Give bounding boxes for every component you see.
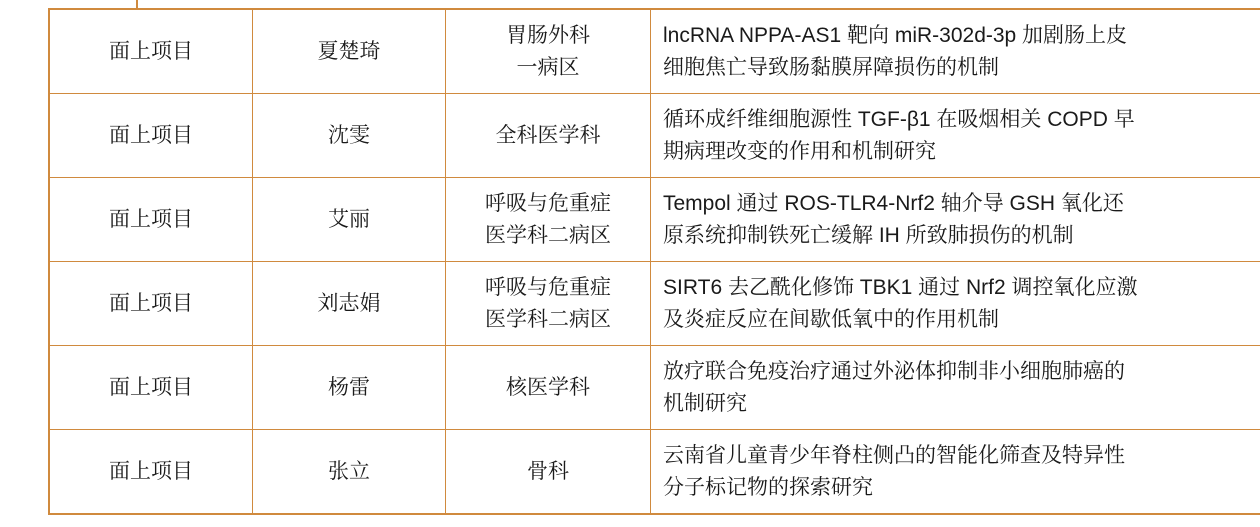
cell-project-type: 面上项目 — [49, 430, 253, 515]
cell-department — [446, 94, 651, 178]
cell-project-title — [651, 9, 1260, 94]
department-line-2: 一病区 — [516, 55, 580, 79]
department-line-1: 呼吸与危重症 — [485, 276, 611, 299]
table-row — [49, 262, 1260, 346]
table-row — [49, 430, 1260, 515]
cell-department — [446, 430, 651, 515]
project-title-line-1: 循环成纤维细胞源性 TGF-β1 在吸烟相关 COPD 早 — [663, 108, 1135, 131]
table-row — [49, 178, 1260, 262]
project-title-line-1: 云南省儿童青少年脊柱侧凸的智能化筛查及特异性 — [663, 444, 1125, 467]
cell-project-leader: 刘志娟 — [253, 262, 446, 346]
department-line-2: 医学科二病区 — [485, 223, 611, 247]
project-title-line-2: 及炎症反应在间歇低氧中的作用机制 — [663, 307, 999, 331]
cell-project-title — [651, 346, 1260, 430]
project-title-line-2: 原系统抑制铁死亡缓解 IH 所致肺损伤的机制 — [663, 223, 1074, 247]
grant-projects-table-container — [48, 8, 1212, 515]
department-line-1: 骨科 — [527, 459, 569, 483]
table-left-edge-rule — [136, 0, 138, 8]
table-body — [49, 9, 1260, 514]
cell-department — [446, 178, 651, 262]
cell-project-type: 面上项目 — [49, 9, 253, 94]
cell-project-leader: 艾丽 — [253, 178, 446, 262]
table-row — [49, 94, 1260, 178]
project-title-line-2: 期病理改变的作用和机制研究 — [663, 139, 936, 163]
cell-project-leader: 张立 — [253, 430, 446, 515]
table-row — [49, 346, 1260, 430]
project-title-line-2: 细胞焦亡导致肠黏膜屏障损伤的机制 — [663, 55, 999, 79]
cell-project-title — [651, 178, 1260, 262]
project-title-line-1: 放疗联合免疫治疗通过外泌体抑制非小细胞肺癌的 — [663, 360, 1125, 383]
grant-projects-table — [48, 8, 1260, 515]
cell-project-leader: 杨雷 — [253, 346, 446, 430]
cell-project-type: 面上项目 — [49, 178, 253, 262]
table-row — [49, 9, 1260, 94]
department-line-1: 核医学科 — [506, 375, 590, 399]
cell-project-title — [651, 430, 1260, 515]
cell-project-leader: 沈雯 — [253, 94, 446, 178]
cell-project-type: 面上项目 — [49, 94, 253, 178]
project-title-line-1: SIRT6 去乙酰化修饰 TBK1 通过 Nrf2 调控氧化应激 — [663, 276, 1138, 299]
project-title-line-1: lncRNA NPPA-AS1 靶向 miR-302d-3p 加剧肠上皮 — [663, 24, 1128, 47]
cell-project-title — [651, 94, 1260, 178]
cell-department — [446, 262, 651, 346]
department-line-1: 胃肠外科 — [506, 24, 590, 47]
project-title-line-2: 分子标记物的探索研究 — [663, 475, 873, 499]
cell-project-type: 面上项目 — [49, 346, 253, 430]
cell-department — [446, 346, 651, 430]
cell-project-type: 面上项目 — [49, 262, 253, 346]
department-line-2: 医学科二病区 — [485, 307, 611, 331]
project-title-line-1: Tempol 通过 ROS-TLR4-Nrf2 轴介导 GSH 氧化还 — [663, 192, 1124, 215]
cell-department — [446, 9, 651, 94]
cell-project-title — [651, 262, 1260, 346]
project-title-line-2: 机制研究 — [663, 391, 747, 415]
department-line-1: 呼吸与危重症 — [485, 192, 611, 215]
department-line-1: 全科医学科 — [495, 123, 601, 147]
cell-project-leader: 夏楚琦 — [253, 9, 446, 94]
